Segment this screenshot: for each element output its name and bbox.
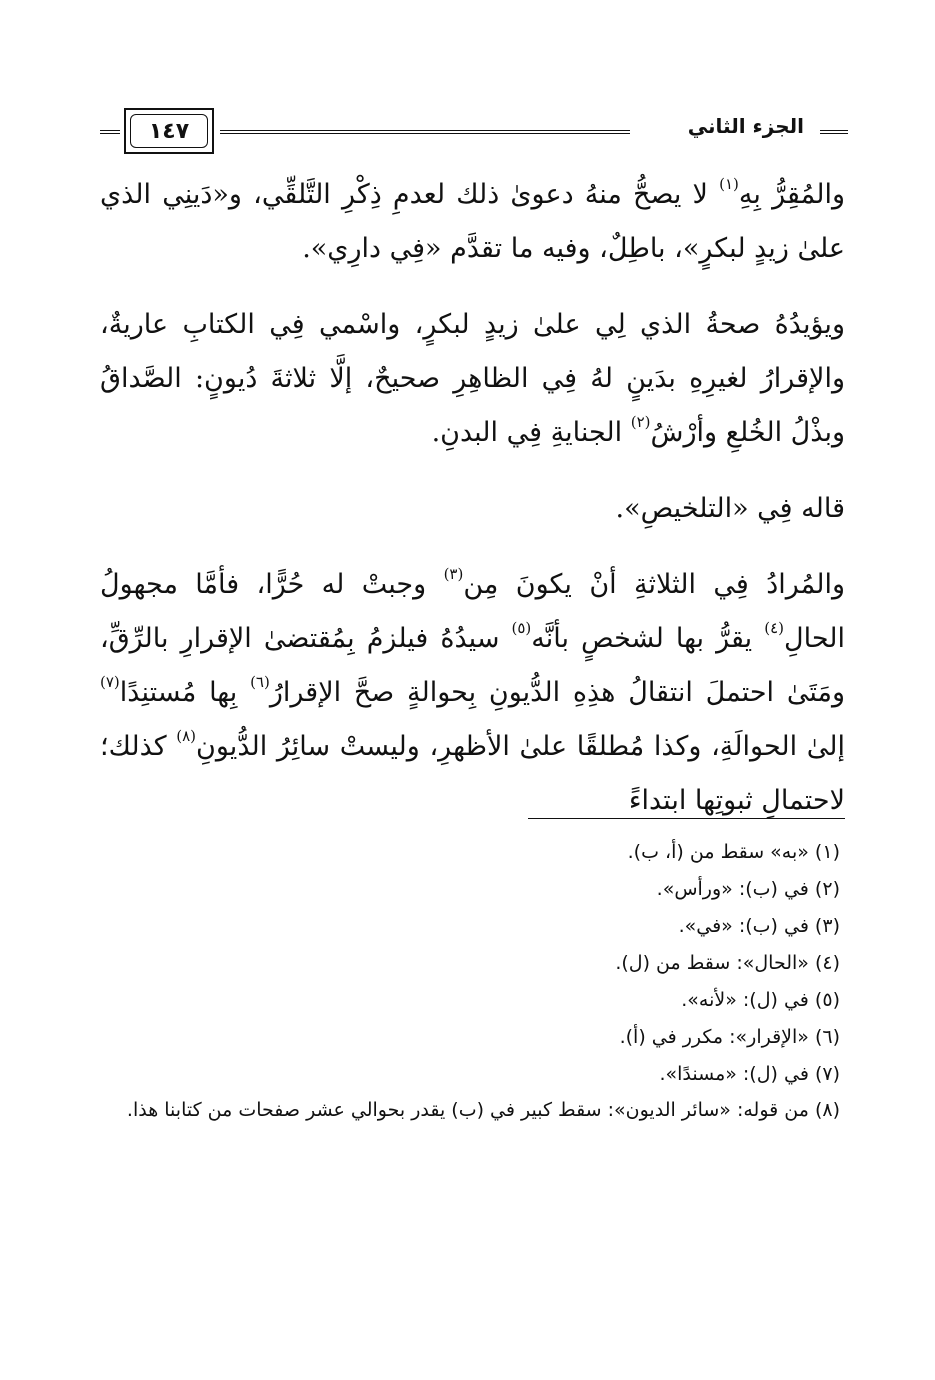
footnote-7: (٧) في (ل): «مسندًا». [659, 1063, 840, 1085]
footnote-5: (٥) في (ل): «لأنه». [681, 989, 840, 1011]
footnote-ref-1: (١) [719, 175, 739, 193]
page-number-frame [124, 108, 214, 154]
paragraph-4-text-d: سيدُهُ فيلزمُ بِمُقتضىٰ الإقرارِ بالرِّقِّ، ومَتَىٰ احتملَ انتقالُ هذِهِ الدُّيونِ بِحوالةٍ صحَّ الإقرارُ [100, 623, 845, 708]
footnote-1: (١) «به» سقط من (أ، ب). [627, 841, 840, 863]
footnote-ref-8: (٨) [176, 727, 197, 745]
paragraph-4-text-g: كذلك؛ لاحتمالِ ثبوتِها ابتداءً [100, 731, 845, 816]
footnote-3: (٣) في (ب): «في». [678, 915, 840, 937]
footnote-4: (٤) «الحال»: سقط من (ل). [615, 952, 840, 974]
footnote-ref-6: (٦) [250, 673, 270, 691]
paragraph-3-text: قاله فِي «التلخيصِ». [615, 493, 845, 524]
paragraph-4-text-e: بِها مُستنِدًا [119, 677, 251, 708]
paragraph-4-text-a: والمُرادُ فِي الثلاثةِ أنْ يكونَ مِن [463, 569, 846, 600]
paragraph-4-text-f: إلىٰ الحوالَةِ، وكذا مُطلقًا علىٰ الأظهرِ، وليستْ سائِرُ الدُّيونِ [196, 731, 845, 762]
footnote-8: (٨) من قوله: «سائر الديون»: سقط كبير في (ب) يقدر بحوالي عشر صفحات من كتابنا هذا. [126, 1099, 840, 1121]
paragraph-4-text-b: وجبتْ له حُرًّا، فأمَّا مجهولُ الحالِ [100, 569, 845, 654]
footnote-ref-5: (٥) [511, 619, 532, 637]
footnote-ref-4: (٤) [764, 619, 784, 637]
paragraph-4 [100, 558, 845, 828]
paragraph-3 [100, 482, 845, 536]
paragraph-1-text-a: والمُقِرُّ بِهِ [738, 179, 845, 210]
paragraph-2-text-b: الجنايةِ فِي البدنِ. [431, 417, 631, 448]
header-rule-middle [220, 130, 630, 134]
paragraph-2 [100, 298, 845, 460]
footnote-ref-7: (٧) [100, 673, 120, 691]
footnote-6: (٦) «الإقرار»: مكرر في (أ). [619, 1026, 840, 1048]
header-rule-left [100, 130, 120, 134]
header-rule-right [820, 130, 848, 134]
paragraph-2-text-a: ويؤيدُهُ صحةُ الذي لِي علىٰ زيدٍ لبكرٍ، واسْمي فِي الكتابِ عاريةٌ، والإقرارُ لغيرِهِ بدَينٍ لهُ فِي الظاهِرِ صحيحٌ، إلَّا ثلاثةَ دُيونٍ: الصَّداقُ وبذْلُ الخُلعِ وأرْشُ [100, 309, 845, 448]
running-title: الجزء الثاني [687, 114, 804, 138]
main-text [100, 168, 845, 850]
page-header [100, 108, 848, 158]
paragraph-4-text-c: يقرُّ بها لشخصٍ بأنَّه [531, 623, 765, 654]
paragraph-1-text-b: لا يصحُّ منهُ دعوىٰ ذلك لعدمِ ذِكْرِ التَّلقِّي، و«دَينِي الذي علىٰ زيدٍ لبكرٍ»، باطِلٌ، وفيه ما تقدَّم «فِي دارِي». [100, 179, 845, 264]
footnote-ref-3: (٣) [443, 565, 464, 583]
page-number: ١٤٧ [130, 114, 208, 148]
footnotes [100, 834, 840, 1127]
footnote-2: (٢) في (ب): «ورأس». [656, 878, 840, 900]
footnote-ref-2: (٢) [630, 413, 651, 431]
footnote-separator [528, 818, 845, 819]
paragraph-1 [100, 168, 845, 276]
